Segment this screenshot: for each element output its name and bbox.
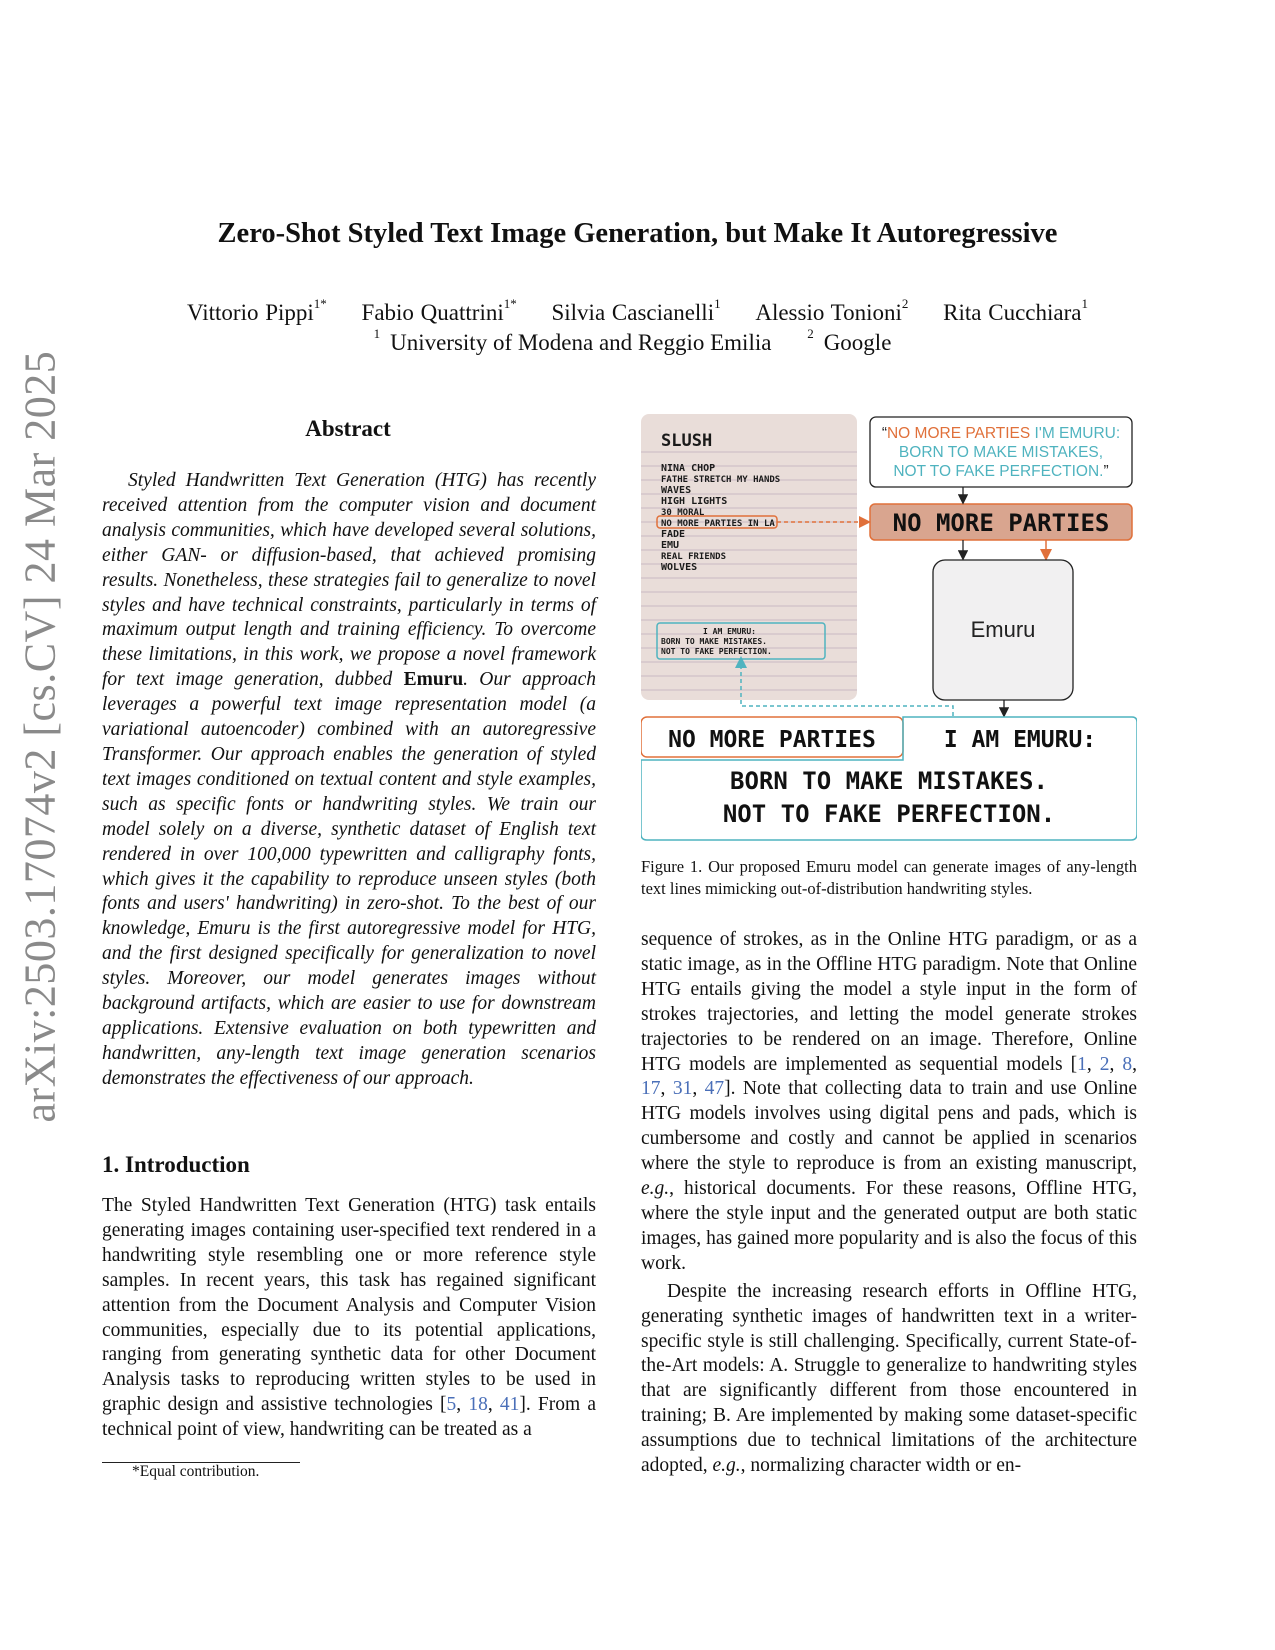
paper-line: WOLVES	[661, 562, 698, 573]
paragraph: sequence of strokes, as in the Online HTG paradigm, or as a static image, as in the Offline HTG paradigm. Note that Online HTG entails giving the model a style input in the form of strokes trajectories, and letting the model generate strokes trajectories to be rendered on an image. Therefore, Online HTG models are implemented as sequential models [1, 2, 8, 17, 31, 47]. Note that collecting data to train and use Online HTG models involves using digital pens and pads, which is cumbersome and costly and cannot be applied in scenarios where the style to reproduce is from an existing manuscript, e.g., historical documents. For these reasons, Offline HTG, where the style input and the generated output are both static images, has gained more popularity and is also the focus of this work.	[641, 929, 1137, 1274]
citation-link[interactable]: 5	[446, 1394, 457, 1416]
paper-note: BORN TO MAKE MISTAKES.	[661, 637, 767, 646]
paper-line: EMU	[661, 540, 680, 551]
paper-note: I AM EMURU:	[703, 627, 756, 636]
paper-line: REAL FRIENDS	[661, 552, 727, 562]
paper-line: SLUSH	[661, 431, 713, 451]
paper-line: NO MORE PARTIES IN LA	[661, 519, 775, 529]
style-sample-text: NO MORE PARTIES	[892, 509, 1110, 537]
input-text-line2: BORN TO MAKE MISTAKES,	[898, 444, 1104, 461]
author: Fabio Quattrini$^{1*}$	[361, 296, 517, 325]
arxiv-identifier: arXiv:2503.17074v2 [cs.CV] 24 Mar 2025	[15, 350, 65, 1123]
affiliation: $^1$ University of Modena and Reggio Emilia	[373, 326, 772, 355]
introduction-text: The Styled Handwritten Text Generation (HTG) task entails generating images containing user-specified text rendered in a handwriting style resembling one or more reference style samples. In recent years, this task has regained significant attention from the Document Analysis and Computer Vision communities, especially due to its potential applications, ranging from generating synthetic data for other Document Analysis tasks to reproducing written styles to be used in graphic design and assistive technologies [5, 18, 41]. From a technical point of view, handwriting can be treated as a	[102, 1195, 596, 1441]
citation-link[interactable]: 41	[499, 1394, 520, 1416]
input-text-line3: NOT TO FAKE PERFECTION.”	[893, 463, 1109, 480]
citation-link[interactable]: 18	[468, 1394, 488, 1416]
author: Alessio Tonioni$^2$	[755, 296, 909, 325]
author: Silvia Cascianelli$^1$	[551, 296, 721, 325]
paper-line: FATHE STRETCH MY HANDS	[661, 475, 781, 485]
figure-caption: Figure 1. Our proposed Emuru model can generate images of any-length text lines mimicking out-of-distribution handwriting styles.	[641, 857, 1137, 898]
paper-note: NOT TO FAKE PERFECTION.	[661, 647, 772, 656]
author: Rita Cucchiara$^1$	[943, 296, 1088, 325]
affiliation: $^2$ Google	[807, 326, 892, 355]
citation-link[interactable]: 17	[641, 1078, 661, 1100]
handwriting-sample-photo	[641, 414, 857, 700]
output-text: BORN TO MAKE MISTAKES.	[730, 767, 1048, 795]
paper-line: HIGH LIGHTS	[661, 496, 728, 507]
abstract-heading: Abstract	[305, 416, 391, 441]
paper-title: Zero-Shot Styled Text Image Generation, but Make It Autoregressive	[217, 218, 1058, 249]
abstract-text: Styled Handwritten Text Generation (HTG) has recently received attention from the computer vision and document analysis communities, which have developed several solutions, either GAN- or diffusion-based, that achieved promising results. Nonetheless, these strategies fail to generalize to novel styles and have technical constraints, particularly in terms of maximum output length and training efficiency. To overcome these limitations, in this work, we propose a novel framework for text image generation, dubbed Emuru. Our approach leverages a powerful text image representation model (a variational autoencoder) combined with an autoregressive Transformer. Our approach enables the generation of styled text images conditioned on textual content and style examples, such as specific fonts or handwriting styles. We train our model solely on a diverse, synthetic dataset of English text rendered in over 100,000 typewritten and calligraphy fonts, which gives it the capability to reproduce unseen styles (both fonts and users' handwriting) in zero-shot. To the best of our knowledge, Emuru is the first autoregressive model for HTG, and the first designed specifically for generalization to novel styles. Moreover, our model generates images without background artifacts, which are easier to use for downstream applications. Extensive evaluation on both typewritten and handwritten, any-length text image generation scenarios demonstrates the effectiveness of our approach.	[102, 470, 596, 1089]
citation-link[interactable]: 31	[672, 1078, 693, 1100]
citation-link[interactable]: 47	[704, 1078, 725, 1100]
figure-1	[641, 414, 1137, 842]
section-heading-introduction: 1. Introduction	[102, 1152, 250, 1177]
input-text-line1: “NO MORE PARTIES I'M EMURU:	[881, 425, 1121, 442]
paper-line: 30 MORAL	[661, 508, 705, 518]
author-list	[0, 296, 1275, 326]
paper-line: WAVES	[661, 485, 692, 496]
output-text: NOT TO FAKE PERFECTION.	[722, 800, 1056, 828]
citation-link[interactable]: 8	[1122, 1053, 1133, 1075]
citation-link[interactable]: 2	[1099, 1053, 1110, 1075]
output-text: NO MORE PARTIES	[668, 727, 876, 753]
model-name: Emuru	[403, 669, 464, 691]
output-text: I AM EMURU:	[943, 727, 1097, 753]
affiliations	[0, 326, 1275, 356]
paper-line: NINA CHOP	[661, 463, 716, 474]
paragraph: Despite the increasing research efforts in Offline HTG, generating synthetic images of handwritten text in a writer-specific style is still challenging. Specifically, current State-of-the-Art models: A. Struggle to generalize to handwriting styles that are significantly different from those encountered in training; B. Are implemented by making some dataset-specific assumptions due to technical limitations of the architecture adopted, e.g., normalizing character width or en-	[641, 1280, 1137, 1477]
right-column-text	[641, 928, 1137, 1479]
citation-link[interactable]: 1	[1077, 1053, 1087, 1075]
footnote: *Equal contribution.	[132, 1463, 260, 1480]
author: Vittorio Pippi$^{1*}$	[187, 296, 327, 325]
paper-line: FADE	[661, 529, 686, 540]
emuru-model-label: Emuru	[970, 617, 1036, 642]
